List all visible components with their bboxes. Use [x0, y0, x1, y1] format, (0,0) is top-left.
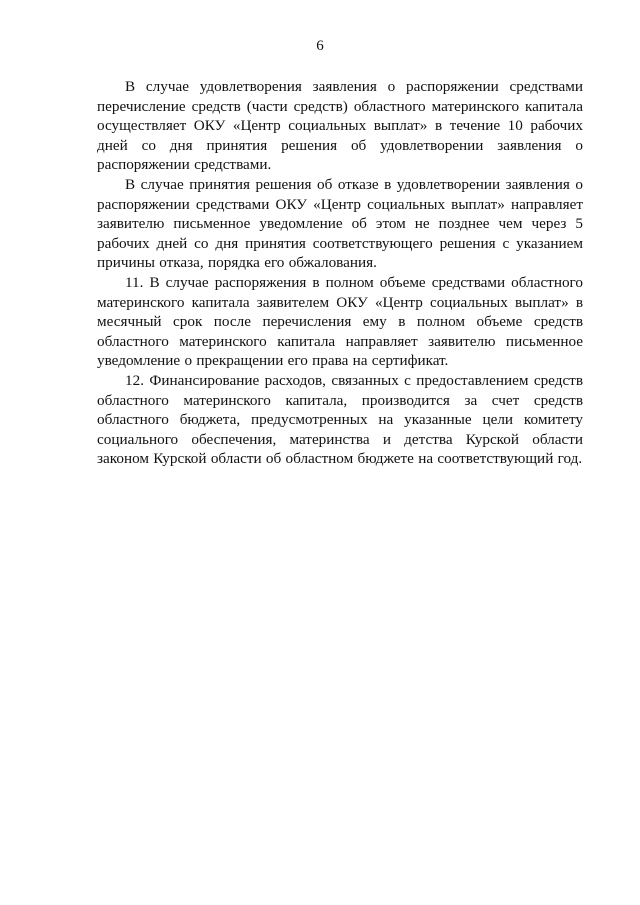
- paragraph-section-11: 11. В случае распоряжения в полном объеме средствами областного материнского капитала заявителем ОКУ «Центр социальных выплат» в месячный срок после перечисления ему в полном объеме средств областного материнского капитала направляет заявителю письменное уведомление о прекращении его права на сертификат.: [97, 273, 583, 370]
- document-body: [97, 77, 583, 469]
- paragraph-payment-transfer: В случае удовлетворения заявления о распоряжении средствами перечисление средств (части средств) областного материнского капитала осуществляет ОКУ «Центр социальных выплат» в течение 10 рабочих дней со дня принятия решения об удовлетворении заявления о распоряжении средствами.: [97, 78, 583, 174]
- paragraph-refusal-notice: В случае принятия решения об отказе в удовлетворении заявления о распоряжении средствами ОКУ «Центр социальных выплат» направляет заявителю письменное уведомление об этом не позднее чем через 5 рабочих дней со дня принятия соответствующего решения с указанием причины отказа, порядка его обжалования.: [97, 175, 583, 272]
- paragraph-section-12: 12. Финансирование расходов, связанных с предоставлением средств областного материнского капитала, производится за счет средств областного бюджета, предусмотренных на указанные цели комитету социального обеспечения, материнства и детства Курской области законом Курской области об областном бюджете на соответствующий год.: [97, 371, 583, 468]
- page-number: 6: [316, 38, 324, 54]
